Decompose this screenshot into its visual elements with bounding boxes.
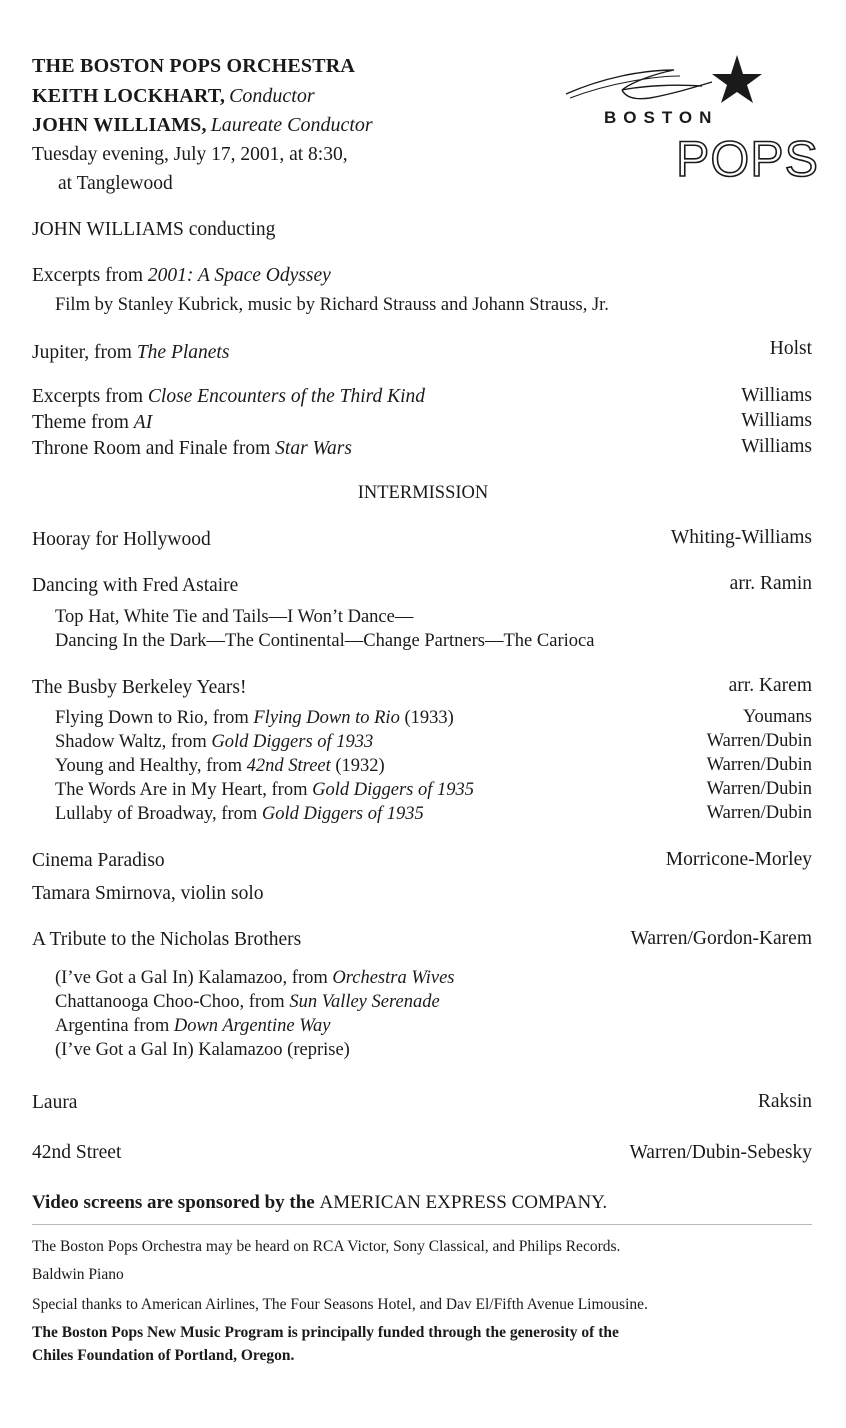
- arranger-busby: arr. Karem: [728, 675, 812, 696]
- nicholas-song: [55, 992, 440, 1013]
- program-item-nicholas: A Tribute to the Nicholas Brothers: [32, 929, 302, 950]
- soloist-line: Tamara Smirnova, violin solo: [32, 883, 264, 904]
- composer-close-encounters: Williams: [741, 385, 812, 406]
- laureate-role: Laureate Conductor: [210, 114, 373, 136]
- logo-boston-word: BOSTON: [604, 108, 719, 127]
- song-prefix: (I’ve Got a Gal In) Kalamazoo (reprise): [55, 1040, 350, 1060]
- program-item-jupiter: [32, 342, 229, 364]
- funding-note-line2: Chiles Foundation of Portland, Oregon.: [32, 1347, 295, 1364]
- song-prefix: (I’ve Got a Gal In) Kalamazoo, from: [55, 968, 333, 988]
- song-film: Sun Valley Serenade: [289, 992, 440, 1012]
- busby-song: [55, 708, 454, 729]
- conductor-role: Conductor: [229, 85, 315, 107]
- busby-song-composer: Youmans: [742, 707, 812, 727]
- program-item-hollywood: Hooray for Hollywood: [32, 529, 211, 550]
- recordings-note: The Boston Pops Orchestra may be heard on RCA Victor, Sony Classical, and Philips Records.: [32, 1238, 621, 1255]
- conducting-line: JOHN WILLIAMS conducting: [32, 219, 276, 240]
- busby-song: [55, 756, 385, 777]
- laureate-line: [32, 114, 373, 137]
- song-film: Flying Down to Rio: [253, 708, 400, 728]
- piano-note: Baldwin Piano: [32, 1266, 124, 1283]
- program-item-star-wars: [32, 438, 352, 460]
- conductor-name: KEITH LOCKHART,: [32, 85, 226, 107]
- busby-song: [55, 780, 474, 801]
- nicholas-song: [55, 1040, 350, 1061]
- item-title: AI: [133, 412, 153, 433]
- song-film: Gold Diggers of 1933: [211, 732, 374, 752]
- program-item-ai: [32, 412, 152, 434]
- space-odyssey-note: Film by Stanley Kubrick, music by Richard Strauss and Johann Strauss, Jr.: [55, 295, 609, 315]
- astaire-medley-line1: Top Hat, White Tie and Tails—I Won’t Dance—: [55, 607, 414, 627]
- intermission-label: INTERMISSION: [357, 483, 489, 503]
- laureate-name: JOHN WILLIAMS,: [32, 114, 207, 136]
- item-prefix: Jupiter, from: [32, 342, 137, 363]
- astaire-medley-line2: Dancing In the Dark—The Continental—Change Partners—The Carioca: [55, 631, 595, 651]
- concert-venue: at Tanglewood: [58, 173, 173, 194]
- item-title: The Planets: [136, 342, 230, 363]
- song-prefix: Flying Down to Rio, from: [55, 708, 254, 728]
- composer-paradiso: Morricone-Morley: [665, 849, 812, 870]
- nicholas-song: [55, 1016, 330, 1037]
- song-suffix: (1933): [399, 708, 454, 728]
- composer-42nd-street: Warren/Dubin-Sebesky: [629, 1142, 812, 1163]
- orchestra-name: THE BOSTON POPS ORCHESTRA: [32, 55, 356, 77]
- song-film: Gold Diggers of 1935: [261, 804, 424, 824]
- footer-divider: [32, 1224, 812, 1225]
- composer-jupiter: Holst: [769, 338, 812, 359]
- composer-star-wars: Williams: [741, 436, 812, 457]
- song-film: Down Argentine Way: [173, 1016, 331, 1036]
- program-item-42nd-street: 42nd Street: [32, 1142, 122, 1163]
- item-title: Close Encounters of the Third Kind: [147, 386, 426, 407]
- busby-song: [55, 804, 424, 825]
- swoosh-star-icon: [562, 52, 822, 112]
- composer-hollywood: Whiting-Williams: [670, 527, 812, 548]
- boston-pops-logo: [562, 52, 822, 192]
- composer-nicholas: Warren/Gordon-Karem: [630, 928, 812, 949]
- song-prefix: The Words Are in My Heart, from: [55, 780, 313, 800]
- busby-song-composer: Warren/Dubin: [706, 731, 812, 751]
- concert-date: Tuesday evening, July 17, 2001, at 8:30,: [32, 144, 348, 165]
- item-prefix: Excerpts from: [32, 265, 148, 286]
- program-item-close-encounters: [32, 386, 425, 408]
- sponsor-prefix: Video screens are sponsored by the: [32, 1192, 320, 1213]
- song-prefix: Lullaby of Broadway, from: [55, 804, 262, 824]
- song-prefix: Chattanooga Choo-Choo, from: [55, 992, 290, 1012]
- busby-song: [55, 732, 373, 753]
- song-prefix: Argentina from: [55, 1016, 174, 1036]
- item-title: Star Wars: [275, 438, 352, 459]
- sponsor-name: AMERICAN EXPRESS COMPANY.: [319, 1192, 608, 1213]
- song-prefix: Shadow Waltz, from: [55, 732, 212, 752]
- busby-song-composer: Warren/Dubin: [706, 755, 812, 775]
- composer-laura: Raksin: [757, 1091, 812, 1112]
- arranger-astaire: arr. Ramin: [729, 573, 812, 594]
- song-film: Orchestra Wives: [332, 968, 455, 988]
- logo-pops-word: POPS: [676, 131, 819, 187]
- program-item-busby: The Busby Berkeley Years!: [32, 677, 247, 698]
- thanks-note: Special thanks to American Airlines, The Four Seasons Hotel, and Dav El/Fifth Avenue Limousine.: [32, 1296, 648, 1313]
- program-item-laura: Laura: [32, 1092, 78, 1113]
- item-prefix: Excerpts from: [32, 386, 148, 407]
- item-prefix: Throne Room and Finale from: [32, 438, 276, 459]
- composer-ai: Williams: [741, 410, 812, 431]
- funding-note-line1: The Boston Pops New Music Program is principally funded through the generosity of the: [32, 1324, 619, 1341]
- item-title: 2001: A Space Odyssey: [147, 265, 331, 286]
- nicholas-song: [55, 968, 455, 989]
- song-suffix: (1932): [330, 756, 385, 776]
- program-item-astaire: Dancing with Fred Astaire: [32, 575, 239, 596]
- sponsor-line: [32, 1192, 607, 1214]
- conductor-line: [32, 85, 315, 108]
- song-prefix: Young and Healthy, from: [55, 756, 247, 776]
- song-film: Gold Diggers of 1935: [312, 780, 474, 800]
- program-item-paradiso: Cinema Paradiso: [32, 850, 165, 871]
- song-film: 42nd Street: [246, 756, 331, 776]
- busby-song-composer: Warren/Dubin: [706, 779, 812, 799]
- program-item-space-odyssey: [32, 265, 331, 287]
- item-prefix: Theme from: [32, 412, 134, 433]
- busby-song-composer: Warren/Dubin: [706, 803, 812, 823]
